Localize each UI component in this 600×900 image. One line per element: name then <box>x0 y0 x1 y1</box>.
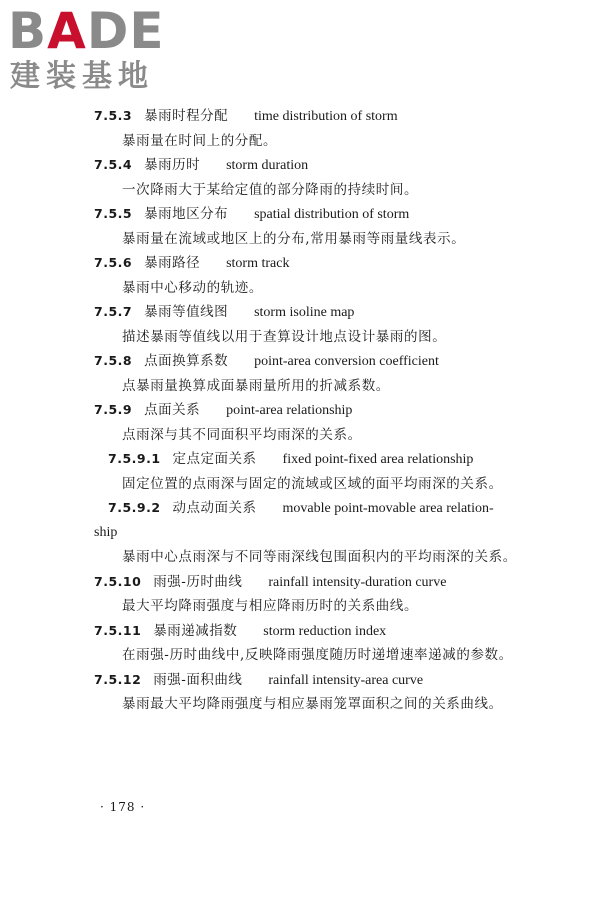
term-number: 7.5.4 <box>94 157 133 172</box>
term-chinese: 定点定面关系 <box>172 451 257 467</box>
glossary-content <box>94 104 524 717</box>
term-english: storm reduction index <box>263 623 387 639</box>
term-number: 7.5.7 <box>94 304 133 319</box>
term-english-continued: ship <box>94 524 118 540</box>
term-number: 7.5.9 <box>94 402 133 417</box>
term-entry <box>94 668 524 717</box>
logo-chinese-text: 建装基地 <box>10 59 154 94</box>
term-number: 7.5.8 <box>94 353 133 368</box>
term-chinese: 暴雨地区分布 <box>144 206 229 222</box>
term-definition: 暴雨中心点雨深与不同等雨深线包围面积内的平均雨深的关系。 <box>122 549 517 565</box>
term-number: 7.5.9.2 <box>108 500 161 515</box>
term-number: 7.5.11 <box>94 622 142 638</box>
term-chinese: 暴雨等值线图 <box>144 304 229 320</box>
term-entry <box>94 300 524 349</box>
term-number: 7.5.12 <box>94 671 142 687</box>
term-entry <box>94 398 524 447</box>
term-entry <box>94 202 524 251</box>
term-chinese: 暴雨历时 <box>144 157 201 173</box>
term-english: storm track <box>226 256 290 271</box>
term-chinese: 暴雨时程分配 <box>144 108 229 124</box>
term-entry <box>94 496 524 570</box>
term-chinese: 点面关系 <box>144 402 201 418</box>
term-entry <box>94 447 524 496</box>
term-number: 7.5.10 <box>94 573 142 589</box>
term-entry <box>94 251 524 300</box>
term-definition: 暴雨量在时间上的分配。 <box>122 132 278 149</box>
term-entry <box>94 570 524 619</box>
term-english: rainfall intensity-area curve <box>268 672 424 688</box>
term-entry <box>94 349 524 398</box>
logo-accent-letter: A <box>47 2 87 60</box>
term-heading <box>94 619 524 644</box>
term-english: point-area relationship <box>226 403 353 418</box>
term-number: 7.5.6 <box>94 255 133 270</box>
term-heading <box>94 251 524 276</box>
term-english: storm duration <box>226 158 309 173</box>
term-definition: 暴雨中心移动的轨迹。 <box>122 279 263 296</box>
bade-logo <box>8 4 178 96</box>
term-definition: 最大平均降雨强度与相应降雨历时的关系曲线。 <box>122 598 419 614</box>
term-chinese: 暴雨路径 <box>144 255 201 271</box>
term-chinese: 动点动面关系 <box>172 500 257 516</box>
term-english: storm isoline map <box>254 305 355 320</box>
term-heading <box>94 398 524 423</box>
term-definition: 点雨深与其不同面积平均雨深的关系。 <box>122 426 362 443</box>
term-english: movable point-movable area relation- <box>282 501 494 516</box>
term-definition: 固定位置的点雨深与固定的流域或区域的面平均雨深的关系。 <box>122 475 503 492</box>
term-heading <box>94 202 524 227</box>
term-entry <box>94 153 524 202</box>
term-entry <box>94 104 524 153</box>
term-chinese: 点面换算系数 <box>144 353 229 369</box>
term-heading <box>94 496 524 521</box>
term-english: rainfall intensity-duration curve <box>268 574 447 590</box>
term-definition: 点暴雨量换算成面暴雨量所用的折减系数。 <box>122 377 390 394</box>
term-heading <box>94 447 524 472</box>
term-definition: 在雨强-历时曲线中,反映降雨强度随历时递增速率递减的参数。 <box>122 647 513 663</box>
logo-wordmark: BADE <box>8 2 165 60</box>
term-number: 7.5.5 <box>94 206 133 221</box>
term-number: 7.5.9.1 <box>108 451 161 466</box>
term-chinese: 雨强-历时曲线 <box>153 573 243 590</box>
term-heading <box>94 300 524 325</box>
term-heading <box>94 153 524 178</box>
term-definition: 暴雨量在流域或地区上的分布,常用暴雨等雨量线表示。 <box>122 230 466 247</box>
term-definition: 暴雨最大平均降雨强度与相应暴雨笼罩面积之间的关系曲线。 <box>122 696 503 712</box>
term-english: point-area conversion coefficient <box>254 354 439 369</box>
term-chinese: 雨强-面积曲线 <box>153 671 243 688</box>
term-number: 7.5.3 <box>94 108 133 123</box>
term-english: time distribution of storm <box>254 109 398 124</box>
term-heading <box>94 349 524 374</box>
term-definition: 一次降雨大于某给定值的部分降雨的持续时间。 <box>122 181 419 198</box>
term-english: fixed point-fixed area relationship <box>282 452 474 467</box>
term-heading <box>94 668 524 693</box>
term-chinese: 暴雨递减指数 <box>153 622 238 639</box>
term-entry <box>94 619 524 668</box>
term-heading <box>94 104 524 129</box>
term-english: spatial distribution of storm <box>254 207 410 222</box>
page-number: · 178 · <box>100 800 146 814</box>
term-heading <box>94 570 524 595</box>
term-definition: 描述暴雨等值线以用于查算设计地点设计暴雨的图。 <box>122 328 447 345</box>
